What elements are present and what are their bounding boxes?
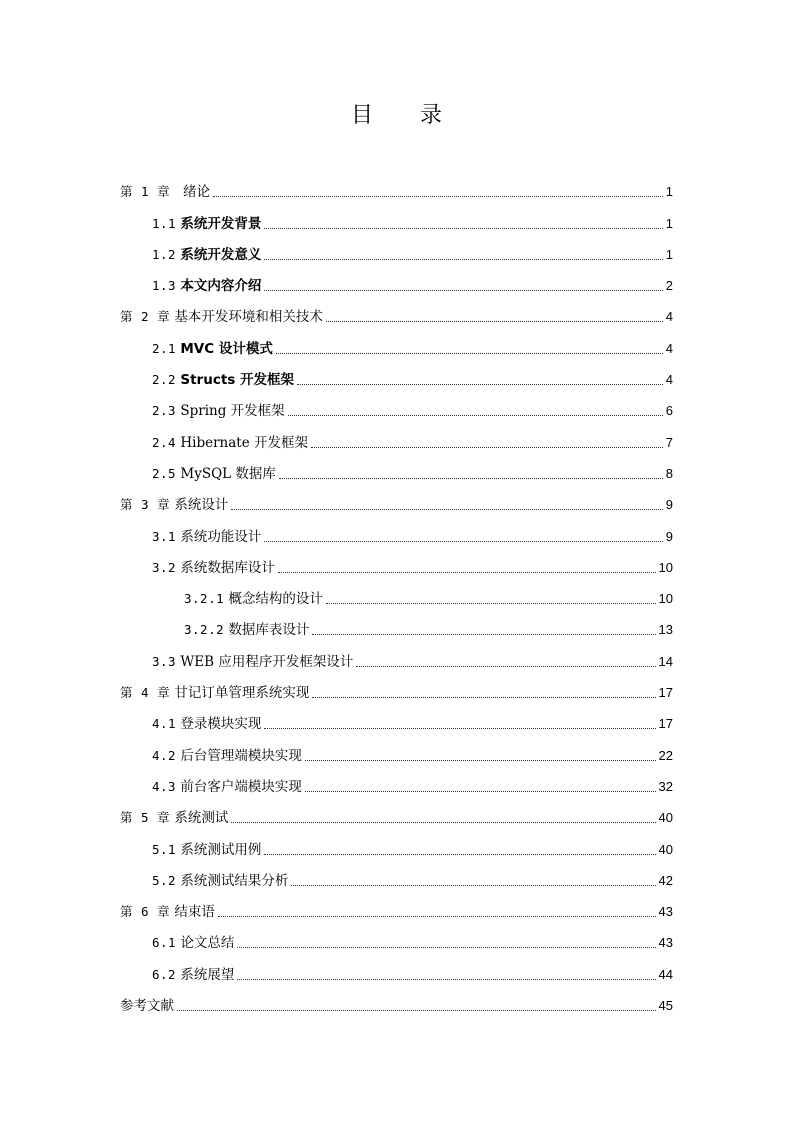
toc-entry-1-2[interactable] — [120, 233, 673, 264]
entry-number: 5.1 — [152, 841, 177, 857]
entry-title: 系统测试 — [174, 810, 229, 827]
entry-number: 第 6 章 — [120, 904, 171, 920]
entry-number: 4.3 — [152, 778, 177, 794]
entry-page-number: 43 — [658, 935, 673, 951]
entry-number: 第 3 章 — [120, 497, 171, 513]
toc-entry-2-2[interactable] — [120, 358, 673, 389]
entry-number: 2.1 — [152, 340, 177, 356]
toc-entry-5-2[interactable] — [120, 859, 673, 890]
entry-title: 登录模块实现 — [180, 716, 262, 733]
toc-entry-chapter-3[interactable] — [120, 483, 673, 514]
entry-page-number: 6 — [665, 403, 673, 419]
entry-title: 系统设计 — [174, 497, 229, 514]
dot-leader — [288, 414, 663, 416]
entry-page-number: 13 — [658, 622, 673, 638]
entry-title: 结束语 — [174, 904, 215, 921]
entry-page-number: 9 — [665, 497, 673, 513]
entry-title: 甘记订单管理系统实现 — [174, 685, 310, 702]
dot-leader — [231, 508, 662, 510]
entry-title: 本文内容介绍 — [180, 278, 262, 295]
dot-leader — [305, 790, 656, 792]
dot-leader — [177, 1009, 656, 1011]
toc-entry-1-3[interactable] — [120, 264, 673, 295]
entry-title: 前台客户端模块实现 — [180, 778, 302, 795]
entry-title: 数据库表设计 — [228, 622, 310, 639]
toc-entry-chapter-2[interactable] — [120, 295, 673, 326]
toc-entry-5-1[interactable] — [120, 827, 673, 858]
toc-entry-chapter-1[interactable] — [120, 170, 673, 201]
entry-number: 第 4 章 — [120, 685, 171, 701]
dot-leader — [237, 978, 655, 980]
toc-entry-3-2-1[interactable] — [120, 577, 673, 608]
entry-title: 系统数据库设计 — [180, 559, 275, 576]
entry-number: 4.1 — [152, 716, 177, 732]
entry-page-number: 22 — [658, 747, 673, 763]
entry-title: 系统测试结果分析 — [180, 872, 289, 889]
dot-leader — [312, 633, 655, 635]
entry-number: 3.2.1 — [184, 591, 225, 607]
toc-entry-references[interactable] — [120, 984, 673, 1015]
entry-title: 系统展望 — [180, 966, 235, 983]
entry-number: 5.2 — [152, 872, 177, 888]
entry-title: 系统开发意义 — [180, 246, 262, 263]
toc-entry-6-2[interactable] — [120, 952, 673, 983]
toc-entry-3-1[interactable] — [120, 514, 673, 545]
entry-number: 第 1 章 — [120, 184, 171, 200]
toc-title: 目 录 — [351, 103, 462, 128]
dot-leader — [356, 665, 655, 667]
entry-number: 3.1 — [152, 528, 177, 544]
dot-leader — [264, 540, 662, 542]
toc-entry-4-2[interactable] — [120, 733, 673, 764]
dot-leader — [264, 227, 662, 229]
dot-leader — [264, 289, 662, 291]
entry-number: 第 2 章 — [120, 309, 171, 325]
dot-leader — [326, 320, 663, 322]
toc-entry-chapter-5[interactable] — [120, 796, 673, 827]
entry-page-number: 42 — [658, 872, 673, 888]
toc-entry-2-5[interactable] — [120, 452, 673, 483]
toc-entry-3-2[interactable] — [120, 546, 673, 577]
toc-entry-3-2-2[interactable] — [120, 608, 673, 639]
entry-title: MySQL 数据库 — [180, 465, 276, 482]
dot-leader — [311, 446, 663, 448]
entry-title: 绪论 — [182, 184, 210, 201]
entry-number: 6.1 — [152, 935, 177, 951]
dot-leader — [264, 727, 655, 729]
entry-title: 基本开发环境和相关技术 — [174, 309, 323, 326]
toc-entry-1-1[interactable] — [120, 201, 673, 232]
entry-page-number: 9 — [665, 528, 673, 544]
entry-page-number: 8 — [665, 465, 673, 481]
entry-title: 后台管理端模块实现 — [180, 747, 302, 764]
entry-title: 论文总结 — [180, 935, 235, 952]
entry-title: Spring 开发框架 — [180, 403, 285, 420]
entry-number: 1.1 — [152, 215, 177, 231]
entry-number: 2.5 — [152, 465, 177, 481]
dot-leader — [231, 821, 655, 823]
entry-number: 3.3 — [152, 653, 177, 669]
entry-page-number: 10 — [658, 591, 673, 607]
entry-number: 1.3 — [152, 278, 177, 294]
dot-leader — [291, 884, 655, 886]
dot-leader — [213, 195, 663, 197]
entry-number: 6.2 — [152, 966, 177, 982]
entry-page-number: 17 — [658, 716, 673, 732]
toc-entry-2-1[interactable] — [120, 326, 673, 357]
entry-number: 2.4 — [152, 434, 177, 450]
toc-entry-chapter-4[interactable] — [120, 671, 673, 702]
dot-leader — [312, 696, 655, 698]
dot-leader — [264, 853, 655, 855]
entry-page-number: 43 — [658, 904, 673, 920]
entry-page-number: 14 — [658, 653, 673, 669]
entry-page-number: 4 — [665, 309, 673, 325]
entry-page-number: 1 — [665, 215, 673, 231]
toc-entry-2-3[interactable] — [120, 389, 673, 420]
toc-entry-chapter-6[interactable] — [120, 890, 673, 921]
entry-number: 4.2 — [152, 747, 177, 763]
entry-title: 系统开发背景 — [180, 215, 262, 232]
table-of-contents — [120, 170, 673, 1015]
entry-page-number: 40 — [658, 841, 673, 857]
dot-leader — [297, 383, 663, 385]
entry-page-number: 4 — [665, 340, 673, 356]
entry-number: 2.2 — [152, 372, 177, 388]
entry-page-number: 1 — [665, 246, 673, 262]
entry-title: Structs 开发框架 — [180, 372, 295, 389]
dot-leader — [305, 759, 656, 761]
toc-entry-4-1[interactable] — [120, 702, 673, 733]
toc-entry-6-1[interactable] — [120, 921, 673, 952]
dot-leader — [276, 352, 663, 354]
entry-page-number: 44 — [658, 966, 673, 982]
entry-page-number: 10 — [658, 559, 673, 575]
dot-leader — [264, 258, 662, 260]
entry-number: 2.3 — [152, 403, 177, 419]
dot-leader — [279, 477, 663, 479]
entry-number: 1.2 — [152, 246, 177, 262]
entry-title: 系统测试用例 — [180, 841, 262, 858]
entry-page-number: 17 — [658, 685, 673, 701]
dot-leader — [218, 915, 656, 917]
entry-title: 参考文献 — [120, 998, 174, 1015]
entry-number: 第 5 章 — [120, 810, 171, 826]
entry-title: 系统功能设计 — [180, 528, 262, 545]
entry-title: Hibernate 开发框架 — [180, 434, 308, 451]
entry-page-number: 4 — [665, 372, 673, 388]
dot-leader — [326, 602, 656, 604]
entry-page-number: 7 — [665, 434, 673, 450]
dot-leader — [278, 571, 656, 573]
toc-entry-3-3[interactable] — [120, 639, 673, 670]
entry-number: 3.2 — [152, 559, 177, 575]
entry-number: 3.2.2 — [184, 622, 225, 638]
toc-entry-2-4[interactable] — [120, 420, 673, 451]
dot-leader — [237, 946, 655, 948]
entry-page-number: 45 — [658, 998, 673, 1014]
entry-title: 概念结构的设计 — [228, 591, 323, 608]
entry-page-number: 1 — [665, 184, 673, 200]
entry-page-number: 40 — [658, 810, 673, 826]
entry-page-number: 2 — [665, 278, 673, 294]
entry-page-number: 32 — [658, 778, 673, 794]
toc-entry-4-3[interactable] — [120, 765, 673, 796]
entry-title: WEB 应用程序开发框架设计 — [180, 653, 354, 670]
entry-title: MVC 设计模式 — [180, 340, 273, 357]
